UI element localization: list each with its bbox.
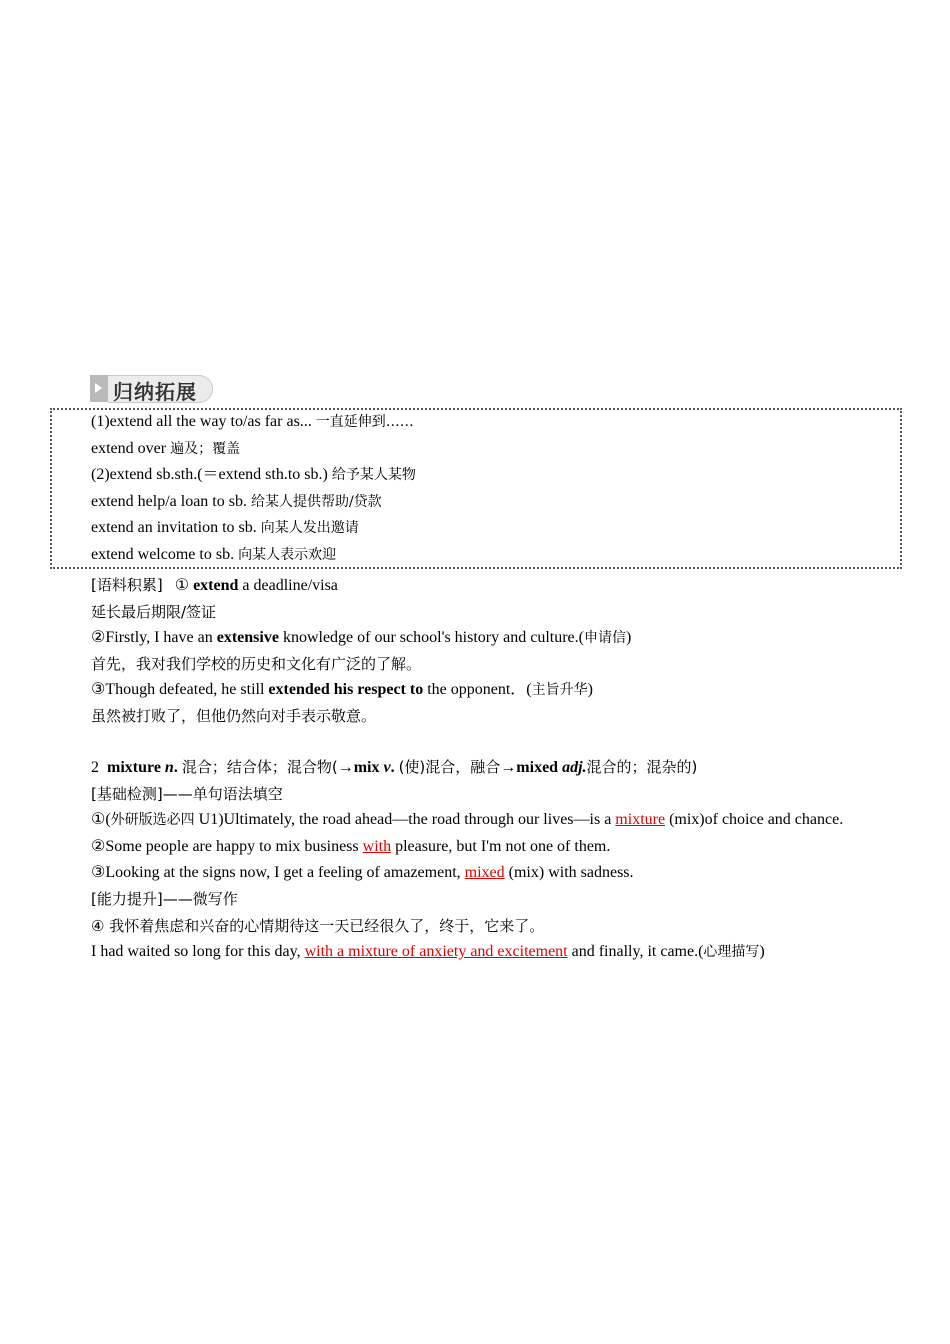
basic-q1-b: (mix)of choice and chance.: [669, 811, 844, 828]
entry2-word: mixture: [107, 759, 161, 776]
advanced-label: [能力提升]: [91, 890, 163, 908]
basic-label: [基础检测]: [91, 785, 163, 803]
entry2-pos: n: [164, 759, 174, 776]
basic-q1-num: ①(: [91, 811, 111, 828]
arrow-right-icon: →: [500, 759, 517, 776]
summary-l6-en: extend welcome to sb.: [91, 546, 235, 563]
corpus-ex3-cn: 虽然被打败了，但他仍然向对手表示敬意。: [91, 707, 377, 725]
summary-l5-cn: 向某人发出邀请: [260, 520, 359, 536]
corpus-ex2-a: ②Firstly, I have an: [91, 629, 213, 646]
advanced-q4-cn-line: [91, 916, 544, 937]
entry2-dot1: .: [173, 759, 178, 776]
summary-l2-cn: 遍及；覆盖: [170, 441, 241, 457]
summary-l5-en: extend an invitation to sb.: [91, 519, 257, 536]
advanced-q4-a: I had waited so long for this day,: [91, 943, 301, 960]
corpus-ex3-a: ③Though defeated, he still: [91, 681, 265, 698]
entry2-adj: adj.: [562, 759, 587, 776]
entry2-dot2: .: [390, 759, 395, 776]
corpus-label: [语料积累]: [91, 576, 163, 594]
corpus-line-6: [91, 706, 376, 727]
corpus-ex2-b: knowledge of our school's history and culture.(: [282, 629, 584, 646]
basic-q1-a: U1)Ultimately, the road ahead—the road through our lives—is a: [198, 811, 612, 828]
summary-line-1: [91, 412, 414, 432]
corpus-line-4: [91, 654, 421, 675]
advanced-q4-close: ): [759, 943, 765, 960]
advanced-title-line: [91, 889, 238, 910]
advanced-q4-tag: 心理描写: [703, 944, 760, 960]
advanced-q4-en-line: [91, 942, 765, 962]
entry2-meaning: 混合；结合体；混合物(: [181, 758, 338, 776]
summary-l6-cn: 向某人表示欢迎: [238, 547, 337, 563]
corpus-line-2: [91, 602, 216, 623]
basic-q1-answer: mixture: [615, 811, 666, 828]
basic-q2-answer: with: [362, 838, 392, 855]
summary-line-3: [91, 465, 416, 485]
corpus-ex1-rest: a deadline/visa: [242, 577, 338, 594]
summary-l2-en: extend over: [91, 440, 167, 457]
basic-q3-a: ③Looking at the signs now, I get a feeling of amazement,: [91, 864, 461, 881]
corpus-ex3-tag: 主旨升华: [531, 682, 588, 698]
entry2-mix-meaning: (使)混合，融合: [398, 758, 501, 776]
corpus-ex3-close: ): [587, 681, 593, 698]
summary-l1-en: (1)extend all the way to/as far as...: [91, 413, 312, 430]
advanced-q4-b: and finally, it came.(: [571, 943, 704, 960]
corpus-ex1-bold: extend: [193, 577, 239, 594]
summary-line-4: [91, 492, 382, 512]
summary-l3-cn: 给予某人某物: [331, 467, 416, 483]
corpus-ex3-b: the opponent．(: [427, 681, 532, 698]
entry2-mix: mix: [353, 759, 380, 776]
summary-l1-cn: 一直延伸到……: [315, 414, 414, 430]
summary-line-2: [91, 439, 240, 459]
advanced-q4-answer: with a mixture of anxiety and excitement: [304, 943, 568, 960]
basic-q1-src: 外研版选必四: [110, 812, 195, 828]
corpus-ex2-tag: 申请信: [583, 630, 626, 646]
summary-l4-cn: 给某人提供帮助/贷款: [250, 494, 382, 510]
corpus-ex2-cn: 首先，我对我们学校的历史和文化有广泛的了解。: [91, 655, 422, 673]
summary-line-6: [91, 545, 336, 565]
entry2-v: v: [383, 759, 391, 776]
section-header-badge: [90, 373, 215, 403]
corpus-line-3: [91, 628, 631, 648]
summary-line-5: [91, 518, 359, 538]
basic-q3-answer: mixed: [464, 864, 505, 881]
basic-q2-b: pleasure, but I'm not one of them.: [395, 838, 611, 855]
corpus-ex3-bold: extended his respect to: [268, 681, 424, 698]
corpus-line-5: [91, 680, 593, 700]
basic-dash-title: ——单句语法填空: [162, 785, 283, 803]
basic-q3: [91, 863, 634, 883]
entry2-line: [91, 757, 697, 778]
section-header-title: 归纳拓展: [113, 380, 197, 404]
advanced-q4-cn: ④ 我怀着焦虑和兴奋的心情期待这一天已经很久了，终于，它来了。: [91, 917, 545, 935]
corpus-ex1-num: ①: [174, 577, 190, 594]
summary-l3-en: (2)extend sb.sth.(＝extend sth.to sb.): [91, 466, 328, 483]
basic-q3-b: (mix) with sadness.: [508, 864, 634, 881]
summary-l4-en: extend help/a loan to sb.: [91, 493, 247, 510]
corpus-ex2-close: ): [625, 629, 632, 646]
arrow-right-icon: →: [337, 759, 354, 776]
entry2-mixed-meaning: 混合的；混杂的): [586, 758, 698, 776]
entry2-mixed: mixed: [516, 759, 559, 776]
corpus-ex2-bold: extensive: [216, 629, 279, 646]
corpus-line-1: [91, 575, 338, 596]
corpus-ex1-cn: 延长最后期限/签证: [91, 603, 217, 621]
play-arrow-icon: [90, 375, 108, 402]
basic-q2-a: ②Some people are happy to mix business: [91, 838, 359, 855]
basic-title-line: [91, 784, 283, 805]
basic-q2: [91, 837, 610, 857]
entry2-num: 2: [91, 759, 99, 776]
basic-q1: [91, 810, 843, 830]
advanced-dash-title: ——微写作: [162, 890, 238, 908]
